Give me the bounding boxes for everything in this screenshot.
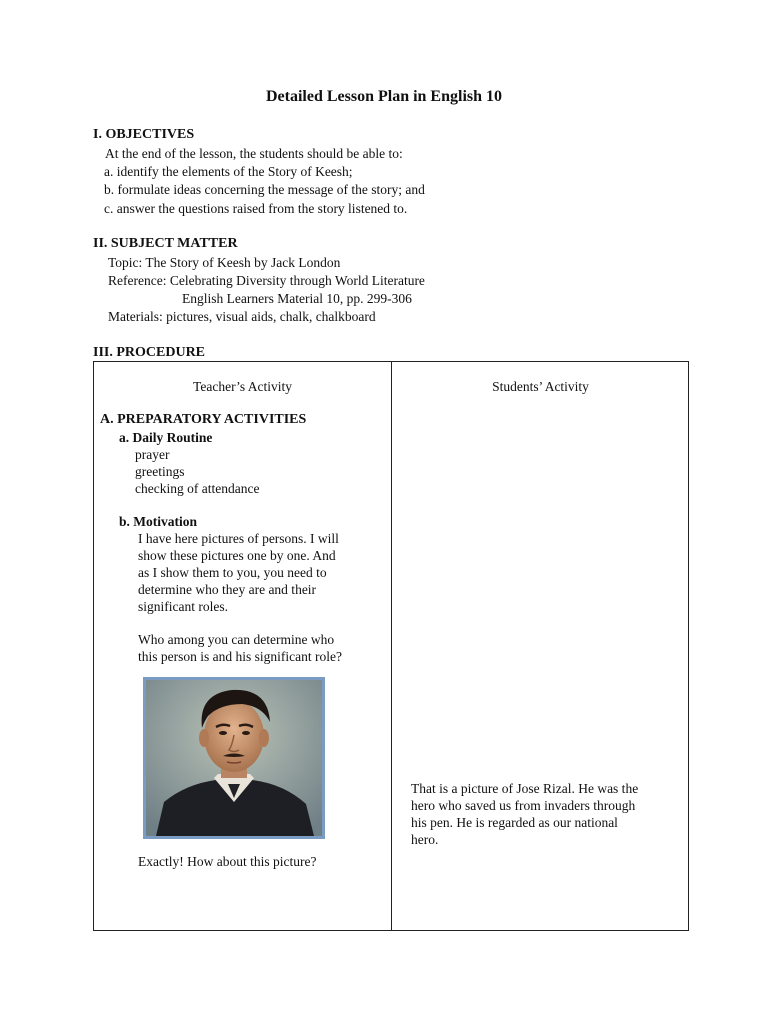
motivation-line: significant roles. xyxy=(138,599,228,614)
routine-item: greetings xyxy=(135,464,185,479)
materials-line: Materials: pictures, visual aids, chalk, chalkboard xyxy=(108,309,376,324)
student-answer-line: hero who saved us from invaders through xyxy=(411,798,636,813)
objective-item: a. identify the elements of the Story of Keesh; xyxy=(104,164,353,179)
reference-line: Reference: Celebrating Diversity through World Literature xyxy=(108,273,425,288)
document-title: Detailed Lesson Plan in English 10 xyxy=(265,88,503,105)
question-line: Who among you can determine who xyxy=(138,632,335,647)
reference-line-continued: English Learners Material 10, pp. 299-306 xyxy=(182,291,412,306)
preparatory-activities-heading: A. PREPARATORY ACTIVITIES xyxy=(100,412,307,427)
portrait-image xyxy=(143,677,325,839)
teacher-activity-header: Teacher’s Activity xyxy=(193,379,292,394)
student-answer-line: hero. xyxy=(411,832,439,847)
motivation-heading: b. Motivation xyxy=(119,514,198,529)
student-answer-line: That is a picture of Jose Rizal. He was the xyxy=(411,781,639,796)
daily-routine-heading: a. Daily Routine xyxy=(119,430,213,445)
objectives-intro: At the end of the lesson, the students should be able to: xyxy=(105,146,403,161)
topic-line: Topic: The Story of Keesh by Jack London xyxy=(108,255,341,270)
objectives-heading: I. OBJECTIVES xyxy=(93,127,195,142)
student-answer-line: his pen. He is regarded as our national xyxy=(411,815,618,830)
question-line: this person is and his significant role? xyxy=(138,649,342,664)
followup-question: Exactly! How about this picture? xyxy=(138,854,317,869)
column-divider xyxy=(391,362,392,930)
objective-item: c. answer the questions raised from the story listened to. xyxy=(104,201,408,216)
motivation-line: show these pictures one by one. And xyxy=(138,548,336,563)
procedure-heading: III. PROCEDURE xyxy=(93,345,206,360)
subject-matter-heading: II. SUBJECT MATTER xyxy=(93,236,238,251)
motivation-line: I have here pictures of persons. I will xyxy=(138,531,339,546)
routine-item: checking of attendance xyxy=(135,481,260,496)
motivation-line: as I show them to you, you need to xyxy=(138,565,327,580)
motivation-line: determine who they are and their xyxy=(138,582,317,597)
objective-item: b. formulate ideas concerning the message of the story; and xyxy=(104,182,425,197)
routine-item: prayer xyxy=(135,447,170,462)
students-activity-header: Students’ Activity xyxy=(492,379,589,394)
